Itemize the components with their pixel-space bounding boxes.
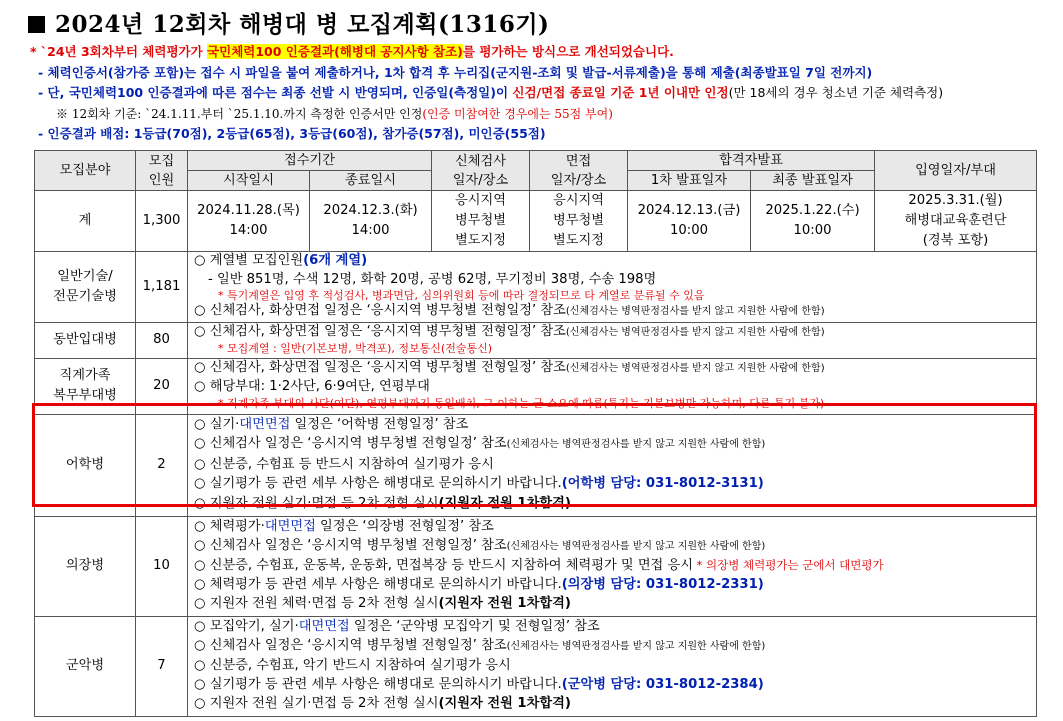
general-count: 1,181	[136, 252, 188, 323]
page-title-text: 2024년 12회차 해병대 병 모집계획(1316기)	[55, 11, 550, 38]
header-reception: 접수기간	[188, 151, 432, 171]
total-start: 2024.11.28.(목) 14:00	[188, 191, 310, 252]
header-field: 모집분야	[35, 151, 136, 191]
total-final: 2025.1.22.(수) 10:00	[751, 191, 875, 252]
company-field: 동반입대병	[35, 322, 136, 358]
total-physical: 응시지역 병무청별 별도지정	[432, 191, 530, 252]
company-count: 80	[136, 322, 188, 358]
total-end: 2024.12.3.(화) 14:00	[310, 191, 432, 252]
header-interview: 면접 일자/장소	[530, 151, 628, 191]
header-count: 모집 인원	[136, 151, 188, 191]
notice-line-1: * `24년 3회차부터 체력평가가 국민체력100 인증결과(해병대 공지사항 참조)를 평가하는 방식으로 개선되었습니다.	[30, 44, 674, 59]
notice-line-4: ※ 12회차 기준: `24.1.11.부터 `25.1.10.까지 측정한 인증서만 인정(인증 미참여한 경우에는 55점 부여)	[56, 106, 613, 121]
band-field: 군악병	[35, 616, 136, 716]
honor-field: 의장병	[35, 516, 136, 616]
band-desc: ○ 모집악기, 실기·대면면접 일정은 ‘군악병 모집악기 및 전형일정’ 참조 ○ 신체검사 일정은 ‘응시지역 병무청별 전형일정’ 참조(신체검사는 병역판정검사를 받지 않고 지원한 사람에 한함) ○ 신분증, 수험표, 악기 반드시 지참하여 실기평가 응시 ○ 실기평가 등 관련 세부 사항은 해병대로 문의하시기 바랍니다.(군악병 담당: 031-8012-2384) ○ 지원자 전원 실기·면접 등 2차 전형 실시(지원자 전원 1차합격)	[188, 616, 1037, 716]
total-field: 계	[35, 191, 136, 252]
language-count: 2	[136, 414, 188, 516]
family-desc: ○ 신체검사, 화상면접 일정은 ‘응시지역 병무청별 전형일정’ 참조(신체검사는 병역판정검사를 받지 않고 지원한 사람에 한함) ○ 해당부대: 1·2사단, 6·9여단, 연평부대 * 직계가족 부대의 사단(여단), 연평부대까지 동일배치, 그 이하는 군 소요에 따름(특기는 기본보병만 가능하며, 다른 특기 불가)	[188, 358, 1037, 414]
notice-section	[30, 42, 1060, 145]
general-field: 일반기술/ 전문기술병	[35, 252, 136, 323]
square-bullet-icon	[28, 16, 45, 33]
table-row	[35, 358, 1037, 414]
honor-count: 10	[136, 516, 188, 616]
table-row	[35, 191, 1037, 252]
header-enlist: 입영일자/부대	[875, 151, 1037, 191]
total-interview: 응시지역 병무청별 별도지정	[530, 191, 628, 252]
notice-line-2: - 체력인증서(참가증 포함)는 접수 시 파일을 붙여 제출하거나, 1차 합격 후 누리집(군지원-조회 및 발급-서류제출)을 통해 제출(최종발표일 7일 전까지)	[38, 64, 873, 80]
total-first: 2024.12.13.(금) 10:00	[628, 191, 751, 252]
total-enlist: 2025.3.31.(월) 해병대교육훈련단 (경북 포항)	[875, 191, 1037, 252]
language-field: 어학병	[35, 414, 136, 516]
page-title	[28, 6, 549, 39]
company-desc: ○ 신체검사, 화상면접 일정은 ‘응시지역 병무청별 전형일정’ 참조(신체검사는 병역판정검사를 받지 않고 지원한 사람에 한함) * 모집계열 : 일반(기본보병, 박격포), 정보통신(전술통신)	[188, 322, 1037, 358]
language-desc: ○ 실기·대면면접 일정은 ‘어학병 전형일정’ 참조 ○ 신체검사 일정은 ‘응시지역 병무청별 전형일정’ 참조(신체검사는 병역판정검사를 받지 않고 지원한 사람에 한함) ○ 신분증, 수험표 등 반드시 지참하여 실기평가 응시 ○ 실기평가 등 관련 세부 사항은 해병대로 문의하시기 바랍니다.(어학병 담당: 031-8012-3131) ○ 지원자 전원 실기·면접 등 2차 전형 실시(지원자 전원 1차합격)	[188, 414, 1037, 516]
highlight-text: 국민체력100 인증결과(해병대 공지사항 참조)	[207, 44, 463, 59]
table-row	[35, 414, 1037, 516]
header-start: 시작일시	[188, 171, 310, 191]
header-first: 1차 발표일자	[628, 171, 751, 191]
table-row	[35, 616, 1037, 716]
table-row	[35, 252, 1037, 323]
recruitment-table	[34, 150, 1037, 717]
table-row	[35, 322, 1037, 358]
header-end: 종료일시	[310, 171, 432, 191]
notice-line-3: - 단, 국민체력100 인증결과에 따른 점수는 최종 선발 시 반영되며, 인증일(측정일)이 신검/면접 종료일 기준 1년 이내만 인정(만 18세의 경우 청소년 기준 체력측정)	[38, 85, 944, 100]
family-field: 직계가족 복무부대병	[35, 358, 136, 414]
band-count: 7	[136, 616, 188, 716]
header-final: 최종 발표일자	[751, 171, 875, 191]
honor-desc: ○ 체력평가·대면면접 일정은 ‘의장병 전형일정’ 참조 ○ 신체검사 일정은 ‘응시지역 병무청별 전형일정’ 참조(신체검사는 병역판정검사를 받지 않고 지원한 사람에 한함) ○ 신분증, 수험표, 운동복, 운동화, 면접복장 등 반드시 지참하여 체력평가 및 면접 응시 * 의장병 체력평가는 군에서 대면평가 ○ 체력평가 등 관련 세부 사항은 해병대로 문의하시기 바랍니다.(의장병 담당: 031-8012-2331) ○ 지원자 전원 체력·면접 등 2차 전형 실시(지원자 전원 1차합격)	[188, 516, 1037, 616]
general-desc: ○ 계열별 모집인원(6개 계열) - 일반 851명, 수색 12명, 화학 20명, 공병 62명, 무기정비 38명, 수송 198명 * 특기계열은 입영 후 적성검사, 병과면담, 심의위원회 등에 따라 결정되므로 타 계열로 분류될 수 있음 ○ 신체검사, 화상면접 일정은 ‘응시지역 병무청별 전형일정’ 참조(신체검사는 병역판정검사를 받지 않고 지원한 사람에 한함)	[188, 252, 1037, 323]
header-result: 합격자발표	[628, 151, 875, 171]
total-count: 1,300	[136, 191, 188, 252]
header-physical: 신체검사 일자/장소	[432, 151, 530, 191]
notice-line-5: - 인증결과 배점: 1등급(70점), 2등급(65점), 3등급(60점), 참가증(57점), 미인증(55점)	[38, 126, 546, 141]
table-row	[35, 516, 1037, 616]
family-count: 20	[136, 358, 188, 414]
